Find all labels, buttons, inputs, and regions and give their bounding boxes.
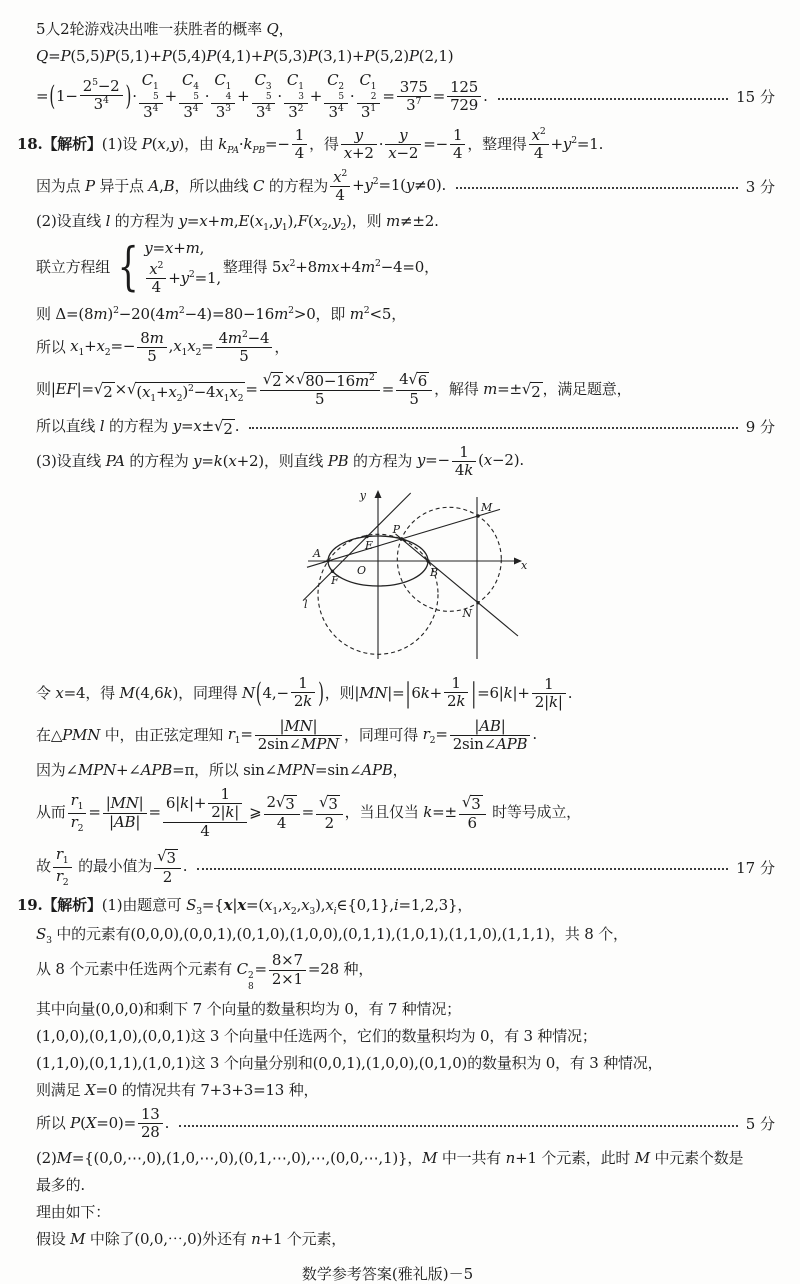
- dotted-leader: [197, 868, 728, 870]
- solution-line: [0, 1147, 775, 1168]
- solution-line-content: Q=P(5,5)P(5,1)+P(5,4)P(4,1)+P(5,3)P(3,1)+P(5,2)P(2,1): [36, 46, 454, 65]
- solution-line-content: 联立方程组 { y=x+m, $\frac{x^2}{4}$ $+y^2=1$, 整理得 $5x^2+8mx+4m^2-4=0$，: [36, 237, 439, 297]
- solution-line: [0, 894, 775, 917]
- solution-line: [0, 72, 775, 121]
- label-b: B: [430, 566, 439, 580]
- solution-line: [0, 923, 775, 946]
- solution-line: [0, 718, 775, 754]
- dotted-leader: [456, 187, 738, 189]
- score-marker: 5 分: [745, 1115, 775, 1134]
- solution-line-content: 因为点 P 异于点 A,B，所以曲线 C 的方程为 $\frac{x^2}{4}$ $+y^2=1(y\ne 0)$.: [36, 167, 447, 204]
- solution-line-content: 所以 P(X=0)= $\frac{13}{28}$ .: [36, 1104, 170, 1142]
- solution-lines-top: [0, 18, 775, 479]
- solution-line: [0, 239, 775, 297]
- line-apm: [307, 510, 500, 568]
- solution-line-content: = ( 1− $\frac{2^5-2}{3^4}$ ) · C 1 5 $3^4$ + C 4 5 $3^4$ · C 1 4 $3^3$ + C 3 5 $3^4$ · C 1 3 $3^2$ + C 2 5 $3^4$ · C 1 2 $3^1$ = $\frac{375}{3^7}$ = $\frac{125}{729}$ .: [36, 71, 488, 121]
- score-marker: 3 分: [745, 177, 775, 196]
- label-y: y: [359, 489, 366, 503]
- solution-line-content: 在△PMN 中，由正弦定理知 $r_1=$ $\frac{|MN|}{\text{2sin∠MPN}}$ ，同理可得 $r_2=$ $\frac{|AB|}{\text{2sin∠APB}}$ .: [36, 716, 537, 753]
- solution-line: [0, 210, 775, 233]
- solution-line-content: 则满足 X=0 的情况共有 7+3+3=13 种，: [36, 1080, 319, 1099]
- solution-line-content: (3)设直线 PA 的方程为 y=k(x+2)，则直线 PB 的方程为 y=− $\frac{1}{4k}$ (x−2).: [36, 442, 524, 479]
- solution-line-content: $S_3$ 中的元素有(0,0,0),(0,0,1),(0,1,0),(1,0,0),(0,1,1),(1,0,1),(1,1,0),(1,1,1)，共 8 个，: [36, 925, 628, 947]
- y-axis-arrow: [375, 490, 382, 498]
- label-a: A: [313, 547, 321, 561]
- point-a: [326, 559, 329, 562]
- dotted-leader: [179, 1125, 737, 1127]
- label-m: M: [481, 501, 493, 515]
- solution-line-content: 其中向量(0,0,0)和剩下 7 个向量的数量积均为 0，有 7 种情况；: [36, 999, 461, 1018]
- label-p: P: [392, 523, 400, 537]
- label-x: x: [521, 559, 528, 573]
- label-f: F: [331, 574, 339, 588]
- solution-line: [0, 952, 775, 992]
- solution-line-content: 令 x=4，得 M(4,6k)，同理得 N ( 4,− $\frac{1}{2k}$ ) ，则|MN|= | 6k+ $\frac{1}{2k}$ | =6|k|+ $\frac{1}{2|k|}$ .: [36, 674, 573, 712]
- point-p: [400, 537, 403, 540]
- label-o: O: [356, 564, 366, 578]
- solution-line-content: 5人2轮游戏决出唯一获胜者的概率 Q，: [36, 20, 294, 38]
- point-f: [331, 570, 334, 573]
- solution-line-content: (2)设直线 l 的方程为 $y=x+m,E(x_1,y_1),F(x_2,y_2)$，则 m≠±2.: [36, 212, 439, 234]
- label-n: N: [462, 607, 472, 621]
- label-e: E: [364, 539, 374, 553]
- solution-line-content: 从 8 个元素中任选两个元素有 C 2 8 = $\frac{8\times 7}{2\times 1}$ =28 种，: [36, 951, 374, 992]
- solution-line: [0, 18, 775, 39]
- solution-line-content: (1,0,0),(0,1,0),(0,0,1)这 3 个向量中任选两个，它们的数量积均为 0，有 3 种情况；: [36, 1026, 597, 1045]
- solution-line-content: 则|EF|= √ 2 × √ $(x_1+x_2)^2-4x_1x_2$ = √ 2 × √ $80-16m^2$ 5 = 4 √ 6 5 ，解得 m=± √ 2 ，满足题意，: [36, 370, 632, 409]
- solution-line-content: 所以直线 l 的方程为 y=x± √ 2 .: [36, 416, 240, 438]
- point-n: [476, 601, 479, 604]
- solution-line-content: 最多的.: [36, 1176, 85, 1195]
- solution-line: [0, 444, 775, 480]
- solution-line-content: 故 $\frac{r_1}{r_2}$ 的最小值为 √ 3 2 .: [36, 844, 188, 888]
- solution-line-content: 从而 $\frac{r_1}{r_2}$ = $\frac{|MN|}{|AB|}$ = 6|k|+ $\frac{1}{2|k|}$ 4 ⩾ 2 √ 3 4 = √ 3 2 ，当且仅当 k=± √ 3 6 时等号成立，: [36, 785, 581, 840]
- solution-line-content: 因为∠MPN+∠APB=π，所以 sin∠MPN=sin∠APB，: [36, 761, 408, 780]
- solution-line: [0, 759, 775, 780]
- line-pbn: [396, 534, 519, 636]
- figure-row: [300, 487, 775, 669]
- solution-line: [0, 846, 775, 888]
- solution-lines-bottom: [0, 675, 775, 1249]
- solution-line: [0, 127, 775, 163]
- solution-line: [0, 1052, 775, 1073]
- score-marker: 17 分: [736, 858, 775, 877]
- solution-line: [0, 998, 775, 1019]
- solution-line: [0, 169, 775, 205]
- solution-line-content: 理由如下：: [36, 1203, 111, 1222]
- solution-line: [0, 675, 775, 712]
- dotted-leader: [249, 427, 737, 429]
- point-m: [476, 514, 479, 517]
- solution-line-content: (1,1,0),(0,1,1),(1,0,1)这 3 个向量分别和(0,0,1),(1,0,0),(0,1,0)的数量积为 0，有 3 种情况，: [36, 1053, 663, 1072]
- solution-line-content: 则 $\Delta=(8m)^2-20(4m^2-4)=80-16m^2>0$，即 $m^2<5$，: [36, 304, 406, 323]
- solution-line: [0, 1228, 775, 1249]
- label-l: l: [304, 598, 308, 612]
- solution-line: [0, 1174, 775, 1195]
- solution-line-content: 18.【解析】(1)设 P(x,y)，由 $k_{PA}\cdot k_{PB}=-$ $\frac{1}{4}$ ，得 $\frac{y}{x+2}$ · $\frac{y}{x-2}$ =− $\frac{1}{4}$ ，整理得 $\frac{x^2}{4}$ $+y^2=1$.: [17, 126, 604, 163]
- ellipse-diagram: [300, 487, 532, 665]
- point-b: [426, 559, 429, 562]
- point-e: [365, 535, 368, 538]
- solution-line: [0, 786, 775, 840]
- solution-line: [0, 1106, 775, 1142]
- score-marker: 9 分: [745, 417, 775, 436]
- dotted-leader: [498, 98, 728, 100]
- solution-line-content: 所以 $x_1+x_2=-$ $\frac{8m}{5}$ $,x_1x_2=$ $\frac{4m^2-4}{5}$ ，: [36, 328, 290, 365]
- solution-line: [0, 330, 775, 366]
- solution-line: [0, 1025, 775, 1046]
- circle-pmn-dashed: [397, 507, 501, 611]
- solution-line-content: (2)M={(0,0,⋯,0),(1,0,⋯,0),(0,1,⋯,0),⋯,(0,0,⋯,1)}，M 中一共有 n+1 个元素，此时 M 中元素个数是: [36, 1149, 744, 1168]
- page-footer: 数学参考答案(雅礼版)－5: [301, 1265, 474, 1284]
- solution-line: [0, 1079, 775, 1100]
- solution-line: [0, 415, 775, 438]
- solution-line: [0, 303, 775, 324]
- solution-line-content: 19.【解析】(1)由题意可 $S_3=\{x|x=(x_1,x_2,x_3),x_i\in\{0,1\},i=1,2,3\}$，: [17, 896, 473, 918]
- solution-line: [0, 1201, 775, 1222]
- solution-line: [0, 371, 775, 409]
- score-marker: 15 分: [736, 88, 775, 107]
- solution-line-content: 假设 M 中除了(0,0,⋯,0)外还有 n+1 个元素，: [36, 1230, 347, 1249]
- solution-line: [0, 45, 775, 66]
